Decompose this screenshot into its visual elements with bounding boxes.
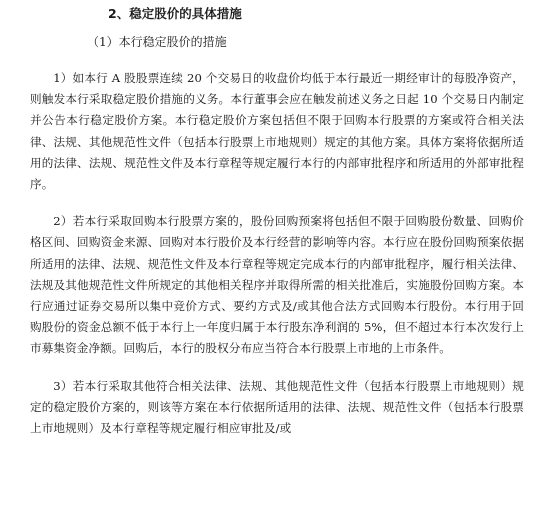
subsection-heading: （1）本行稳定股价的措施 [87,35,227,49]
paragraph-1: 1）如本行 A 股股票连续 20 个交易日的收盘价均低于本行最近一期经审计的每股净资产，则触发本行采取稳定股价措施的义务。本行董事会应在触发前述义务之日起 10 个交易日内制定并公告本行稳定股价方案。本行稳定股价方案包括但不限于回购本行股票的方案或符合相关法律、法规、其他规范性文件（包括本行股票上市地规则）规定的其他方案。具体方案将依据所适用的法律、法规、规范性文件及本行章程等规定履行本行的内部审批程序和所适用的外部审批程序。 [30,71,524,192]
paragraph-3: 3）若本行采取其他符合相关法律、法规、其他规范性文件（包括本行股票上市地规则）规定的稳定股价方案的，则该等方案在本行依据所适用的法律、法规、规范性文件（包括本行股票上市地规则）及本行章程等规定履行相应审批及/或 [30,378,524,436]
paragraph-2: 2）若本行采取回购本行股票方案的，股份回购预案将包括但不限于回购股份数量、回购价格区间、回购资金来源、回购对本行股价及本行经营的影响等内容。本行应在股份回购预案依据所适用的法律、法规、规范性文件及本行章程等规定完成本行的内部审批程序，履行相关法律、法规及其他规范性文件所规定的其他相关程序并取得所需的相关批准后，实施股份回购方案。本行应通过证券交易所以集中竞价方式、要约方式及/或其他合法方式回购本行股份。本行用于回购股份的资金总额不低于本行上一年度归属于本行股东净利润的 5%，但不超过本行本次发行上市募集资金净额。回购后，本行的股权分布应当符合本行股票上市地的上市条件。 [30,214,524,356]
section-heading: 2、稳定股价的具体措施 [108,6,242,21]
